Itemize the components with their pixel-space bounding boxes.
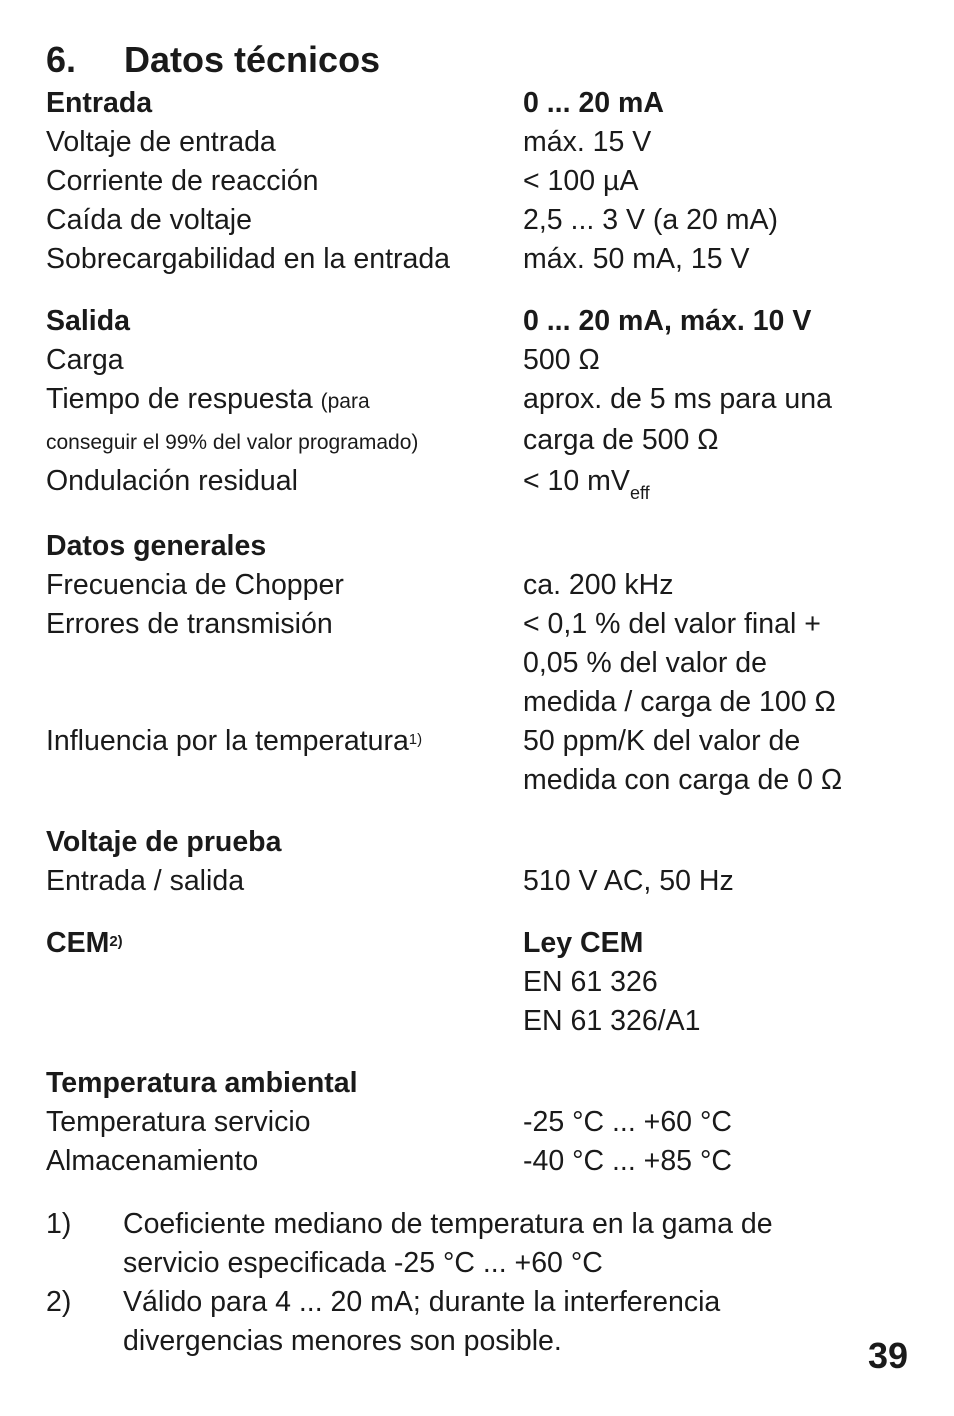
spacer [46,504,916,527]
spec-label [46,380,523,421]
spec-value [523,462,916,504]
footnote [46,1205,916,1283]
response-label: Tiempo de respuesta [46,383,313,415]
footnote-marker: 1) [46,1208,72,1240]
footnote-line: Coeficiente mediano de temperatura en la gama de [123,1208,773,1240]
spec-row [46,1103,916,1142]
response-note: (para [320,390,370,413]
emc-title-row [46,924,916,963]
spec-value: 50 ppm/K del valor de [523,725,801,757]
spec-value: < 0,1 % del valor final + [523,608,821,640]
spec-value: < 100 µA [523,165,639,197]
spec-label: Entrada / salida [46,865,245,897]
spec-label: Ondulación residual [46,465,298,497]
spec-row [46,683,916,722]
spec-row [46,240,916,279]
temp-influence-label: Influencia por la temperatura [46,725,409,757]
spec-row [46,341,916,380]
emc-title-text: CEM [46,927,110,959]
ambient-section [46,1064,916,1181]
section-heading [46,36,916,84]
page-number: 39 [867,1335,908,1376]
spec-value: EN 61 326 [523,966,658,998]
test-voltage-title: Voltaje de prueba [46,826,282,858]
spacer [46,901,916,924]
section-number: 6. [46,39,77,80]
spec-label: Almacenamiento [46,1145,259,1177]
spec-row [46,380,916,421]
ambient-title: Temperatura ambiental [46,1067,358,1099]
spec-value: carga de 500 Ω [523,424,719,456]
spec-value: medida con carga de 0 Ω [523,764,843,796]
spec-value: máx. 50 mA, 15 V [523,243,750,275]
spec-row [46,1142,916,1181]
footnote-ref: 2) [109,933,123,950]
spec-value: 500 Ω [523,344,600,376]
output-title-row [46,302,916,341]
footnote [46,1283,916,1361]
spec-row [46,605,916,644]
footnote-line: divergencias menores son posible. [123,1325,562,1357]
input-title-row [46,84,916,123]
spacer [46,1041,916,1064]
footnote-text [123,1283,916,1361]
spec-label: Caída de voltaje [46,204,252,236]
spec-value: -40 °C ... +85 °C [523,1145,732,1177]
footnote-line: servicio especificada -25 °C ... +60 °C [123,1247,603,1279]
technical-data-page [46,36,916,1361]
general-title-row [46,527,916,566]
spec-row [46,1002,916,1041]
footnote-text [123,1205,916,1283]
spec-row [46,722,916,761]
spec-value: máx. 15 V [523,126,652,158]
emc-section [46,924,916,1041]
spec-row [46,566,916,605]
spec-label: Corriente de reacción [46,165,319,197]
footnotes [46,1205,916,1361]
output-range: 0 ... 20 mA, máx. 10 V [523,305,812,337]
spec-label: Errores de transmisión [46,608,333,640]
input-range: 0 ... 20 mA [523,87,664,119]
spec-row [46,761,916,800]
section-title: Datos técnicos [124,39,381,80]
spacer [46,800,916,823]
test-voltage-section [46,823,916,901]
spec-row [46,421,916,462]
footnote-ref: 1) [408,731,423,748]
spec-label: Temperatura servicio [46,1106,311,1138]
input-section [46,84,916,279]
spec-row [46,862,916,901]
ripple-value: < 10 mV [523,465,630,497]
spec-value: 510 V AC, 50 Hz [523,865,734,897]
spec-label: Frecuencia de Chopper [46,569,344,601]
spec-value: EN 61 326/A1 [523,1005,701,1037]
spec-row [46,644,916,683]
general-title: Datos generales [46,530,267,562]
spec-value: 0,05 % del valor de [523,647,767,679]
spec-value: -25 °C ... +60 °C [523,1106,732,1138]
emc-law: Ley CEM [523,927,644,959]
ambient-title-row [46,1064,916,1103]
spec-label [46,421,523,462]
ripple-subscript: eff [629,483,650,503]
input-title: Entrada [46,87,153,119]
emc-title [46,924,523,963]
spec-label [46,722,523,761]
spec-value: medida / carga de 100 Ω [523,686,836,718]
spacer [46,279,916,302]
spec-label: Carga [46,344,124,376]
spec-row [46,162,916,201]
spec-value: ca. 200 kHz [523,569,674,601]
spec-row [46,201,916,240]
spec-value: 2,5 ... 3 V (a 20 mA) [523,204,779,236]
spec-label: Voltaje de entrada [46,126,276,158]
spec-row [46,123,916,162]
test-voltage-title-row [46,823,916,862]
spec-value: aprox. de 5 ms para una [523,383,832,415]
spec-row [46,963,916,1002]
footnote-line: Válido para 4 ... 20 mA; durante la interferencia [123,1286,721,1318]
response-note: conseguir el 99% del valor programado) [46,431,419,454]
output-title: Salida [46,305,130,337]
output-section [46,302,916,504]
spec-label: Sobrecargabilidad en la entrada [46,243,451,275]
footnote-marker: 2) [46,1286,72,1318]
spec-row [46,462,916,504]
general-section [46,527,916,800]
